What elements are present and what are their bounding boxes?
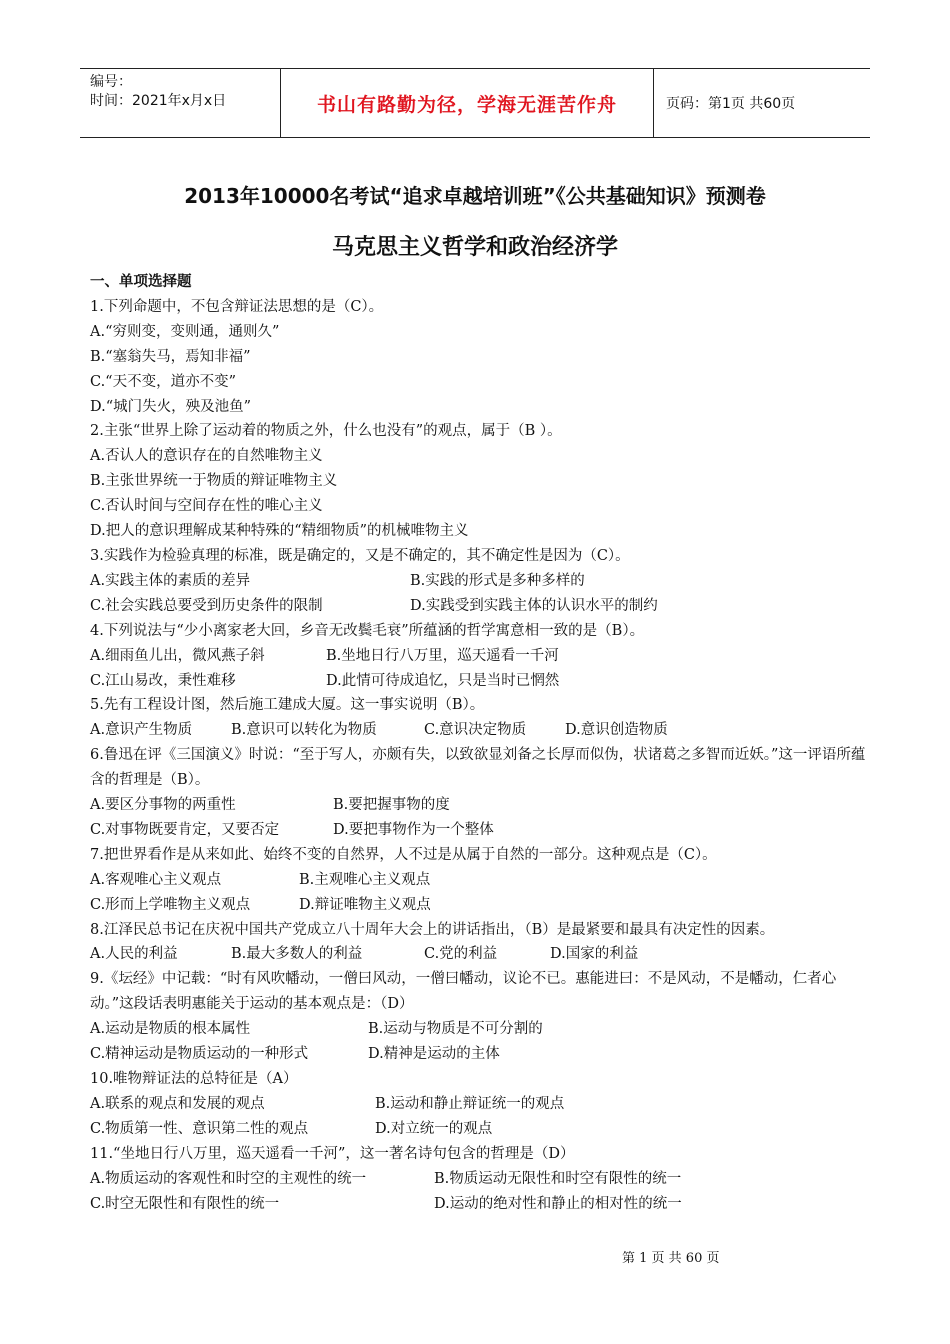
option-text: B.最大多数人的利益 xyxy=(231,946,363,963)
header-motto: 书山有路勤为径，学海无涯苦作舟 xyxy=(280,69,654,137)
option-text: C.社会实践总要受到历史条件的限制 xyxy=(90,597,323,614)
option-text: A.物质运动的客观性和时空的主观性的统一 xyxy=(90,1170,367,1187)
option-text: B.物质运动无限性和时空有限性的统一 xyxy=(434,1170,682,1187)
option-text: A.人民的利益 xyxy=(90,946,178,963)
option-text: A.实践主体的素质的差异 xyxy=(90,572,251,589)
option-text: B.要把握事物的度 xyxy=(333,797,450,814)
option-text: C.对事物既要肯定，又要否定 xyxy=(90,821,280,838)
doc-number-label: 编号： xyxy=(90,74,132,90)
option-row xyxy=(90,1042,870,1067)
option-text: B.坐地日行八万里，巡天遥看一千河 xyxy=(326,647,559,664)
option-text: D.意识创造物质 xyxy=(565,722,668,739)
option-text: D.运动的绝对性和静止的相对性的统一 xyxy=(434,1195,682,1212)
option-text: D.国家的利益 xyxy=(550,946,639,963)
option-text: D.辩证唯物主义观点 xyxy=(299,896,431,913)
option-text: A.要区分事物的两重性 xyxy=(90,797,236,814)
option-line: B.“塞翁失马，焉知非福” xyxy=(90,348,251,365)
doc-date-label: 时间：2021年x月x日 xyxy=(90,93,227,109)
question-line: 1.下列命题中，不包含辩证法思想的是（C）。 xyxy=(90,298,384,315)
page-header xyxy=(80,68,870,138)
option-text: C.时空无限性和有限性的统一 xyxy=(90,1195,280,1212)
page-footer: 第 1 页 共 60 页 xyxy=(622,1251,720,1266)
option-line: D.“城门失火，殃及池鱼” xyxy=(90,398,252,415)
option-text: C.江山易改，秉性难移 xyxy=(90,672,236,689)
option-text: D.要把事物作为一个整体 xyxy=(333,821,494,838)
option-text: A.联系的观点和发展的观点 xyxy=(90,1095,265,1112)
option-text: D.精神是运动的主体 xyxy=(368,1046,500,1063)
option-text: C.党的利益 xyxy=(424,946,498,963)
header-meta xyxy=(80,69,280,137)
option-text: D.对立统一的观点 xyxy=(375,1120,493,1137)
option-line: C.“天不变，道亦不变” xyxy=(90,373,237,390)
option-text: D.实践受到实践主体的认识水平的制约 xyxy=(410,597,658,614)
option-row xyxy=(90,1092,870,1117)
option-text: A.客观唯心主义观点 xyxy=(90,871,222,888)
option-row xyxy=(90,1167,870,1192)
question-body xyxy=(90,270,870,1216)
option-text: A.细雨鱼儿出，微风燕子斜 xyxy=(90,647,265,664)
question-line: 4.下列说法与“少小离家老大回，乡音无改鬓毛衰”所蕴涵的哲学寓意相一致的是（B）。 xyxy=(90,622,645,639)
option-row xyxy=(90,569,870,594)
option-text: C.精神运动是物质运动的一种形式 xyxy=(90,1046,309,1063)
option-row xyxy=(90,669,870,694)
option-row xyxy=(90,893,870,918)
option-row xyxy=(90,942,870,967)
option-text: B.主观唯心主义观点 xyxy=(299,871,431,888)
option-row xyxy=(90,1192,870,1217)
option-text: B.实践的形式是多种多样的 xyxy=(410,572,585,589)
option-row xyxy=(90,594,870,619)
option-row xyxy=(90,868,870,893)
question-line: 5.先有工程设计图，然后施工建成大厦。这一事实说明（B）。 xyxy=(90,697,485,714)
option-line: A.“穷则变，变则通，通则久” xyxy=(90,323,280,340)
section-heading: 一、单项选择题 xyxy=(90,274,192,290)
question-line: 8.江泽民总书记在庆祝中国共产党成立八十周年大会上的讲话指出，（B）是最紧要和最具有决定性的因素。 xyxy=(90,921,775,938)
question-line: 10.唯物辩证法的总特征是（A） xyxy=(90,1071,298,1087)
question-line: 3.实践作为检验真理的标准，既是确定的，又是不确定的，其不确定性是因为（C）。 xyxy=(90,547,630,564)
option-text: A.意识产生物质 xyxy=(90,722,193,739)
option-text: D.此情可待成追忆，只是当时已惘然 xyxy=(326,672,560,689)
question-line: 7.把世界看作是从来如此、始终不变的自然界，人不过是从属于自然的一部分。这种观点是（C）。 xyxy=(90,846,717,863)
option-row xyxy=(90,1017,870,1042)
question-line: 9.《坛经》中记载：“时有风吹幡动，一僧曰风动，一僧曰幡动，议论不已。惠能进曰：不是风动，不是幡动，仁者心动。”这段话表明惠能关于运动的基本观点是：（D） xyxy=(90,971,837,1013)
option-row xyxy=(90,818,870,843)
question-line: 2.主张“世界上除了运动着的物质之外，什么也没有”的观点，属于（B ）。 xyxy=(90,423,562,440)
document-subtitle: 马克思主义哲学和政治经济学 xyxy=(331,235,618,260)
header-page-label: 页码：第1页 共60页 xyxy=(666,96,796,112)
option-row xyxy=(90,1117,870,1142)
option-text: B.运动与物质是不可分割的 xyxy=(368,1021,543,1038)
document-title: 2013年10000名考试“追求卓越培训班”《公共基础知识》预测卷 xyxy=(184,184,766,208)
option-line: C.否认时间与空间存在性的唯心主义 xyxy=(90,498,323,515)
option-text: C.物质第一性、意识第二性的观点 xyxy=(90,1120,309,1137)
option-line: B.主张世界统一于物质的辩证唯物主义 xyxy=(90,473,338,490)
question-line: 6.鲁迅在评《三国演义》时说：“至于写人，亦颇有失，以致欲显刘备之长厚而似伪，状诸葛之多智而近妖。”这一评语所蕴含的哲理是（B）。 xyxy=(90,747,866,789)
option-line: D.把人的意识理解成某种特殊的“精细物质”的机械唯物主义 xyxy=(90,523,469,540)
option-row xyxy=(90,718,870,743)
option-line: A.否认人的意识存在的自然唯物主义 xyxy=(90,448,323,465)
option-text: C.意识决定物质 xyxy=(424,722,527,739)
option-text: A.运动是物质的根本属性 xyxy=(90,1021,251,1038)
option-row xyxy=(90,793,870,818)
option-text: B.意识可以转化为物质 xyxy=(231,722,377,739)
option-row xyxy=(90,644,870,669)
question-line: 11.“坐地日行八万里，巡天遥看一千河”，这一著名诗句包含的哲理是（D） xyxy=(90,1145,575,1162)
option-text: C.形而上学唯物主义观点 xyxy=(90,896,251,913)
option-text: B.运动和静止辩证统一的观点 xyxy=(375,1095,565,1112)
